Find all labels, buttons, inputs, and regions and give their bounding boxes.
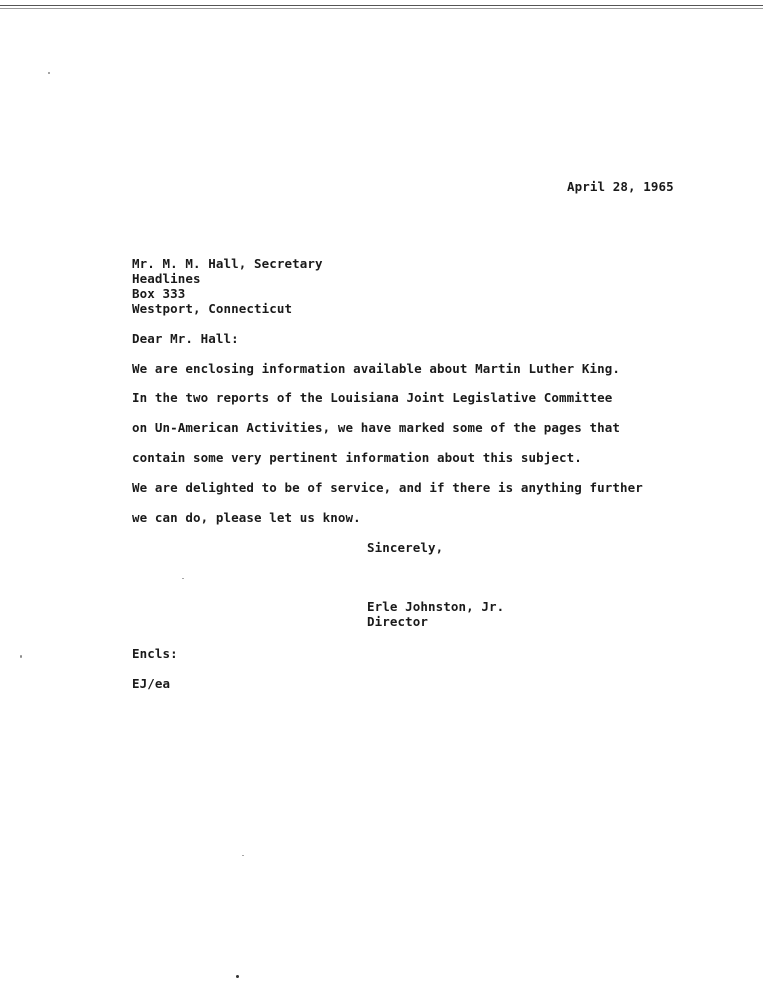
signer-name: Erle Johnston, Jr. [367, 599, 505, 614]
scan-speck [48, 72, 50, 74]
scan-speck [236, 975, 239, 978]
body-line-3: on Un-American Activities, we have marked some of the pages that [132, 420, 621, 435]
body-line-4: contain some very pertinent information about this subject. [132, 450, 582, 465]
recipient-line-4: Westport, Connecticut [132, 301, 293, 316]
recipient-line-2: Headlines [132, 271, 201, 286]
recipient-line-1: Mr. M. M. Hall, Secretary [132, 256, 323, 271]
top-border-line-faint [0, 8, 763, 9]
scan-speck [242, 855, 244, 856]
enclosure-note: Encls: [132, 646, 178, 661]
body-line-6: we can do, please let us know. [132, 510, 361, 525]
top-border-line [0, 5, 763, 6]
recipient-line-3: Box 333 [132, 286, 186, 301]
body-line-1: We are enclosing information available about Martin Luther King. [132, 361, 621, 376]
signer-title: Director [367, 614, 429, 629]
body-line-5: We are delighted to be of service, and if there is anything further [132, 480, 643, 495]
body-line-2: In the two reports of the Louisiana Joint Legislative Committee [132, 390, 613, 405]
closing: Sincerely, [367, 540, 444, 555]
letter-date: April 28, 1965 [567, 179, 674, 194]
salutation: Dear Mr. Hall: [132, 331, 239, 346]
scan-speck [20, 655, 22, 658]
scan-speck [182, 578, 184, 579]
reference-initials: EJ/ea [132, 676, 171, 691]
